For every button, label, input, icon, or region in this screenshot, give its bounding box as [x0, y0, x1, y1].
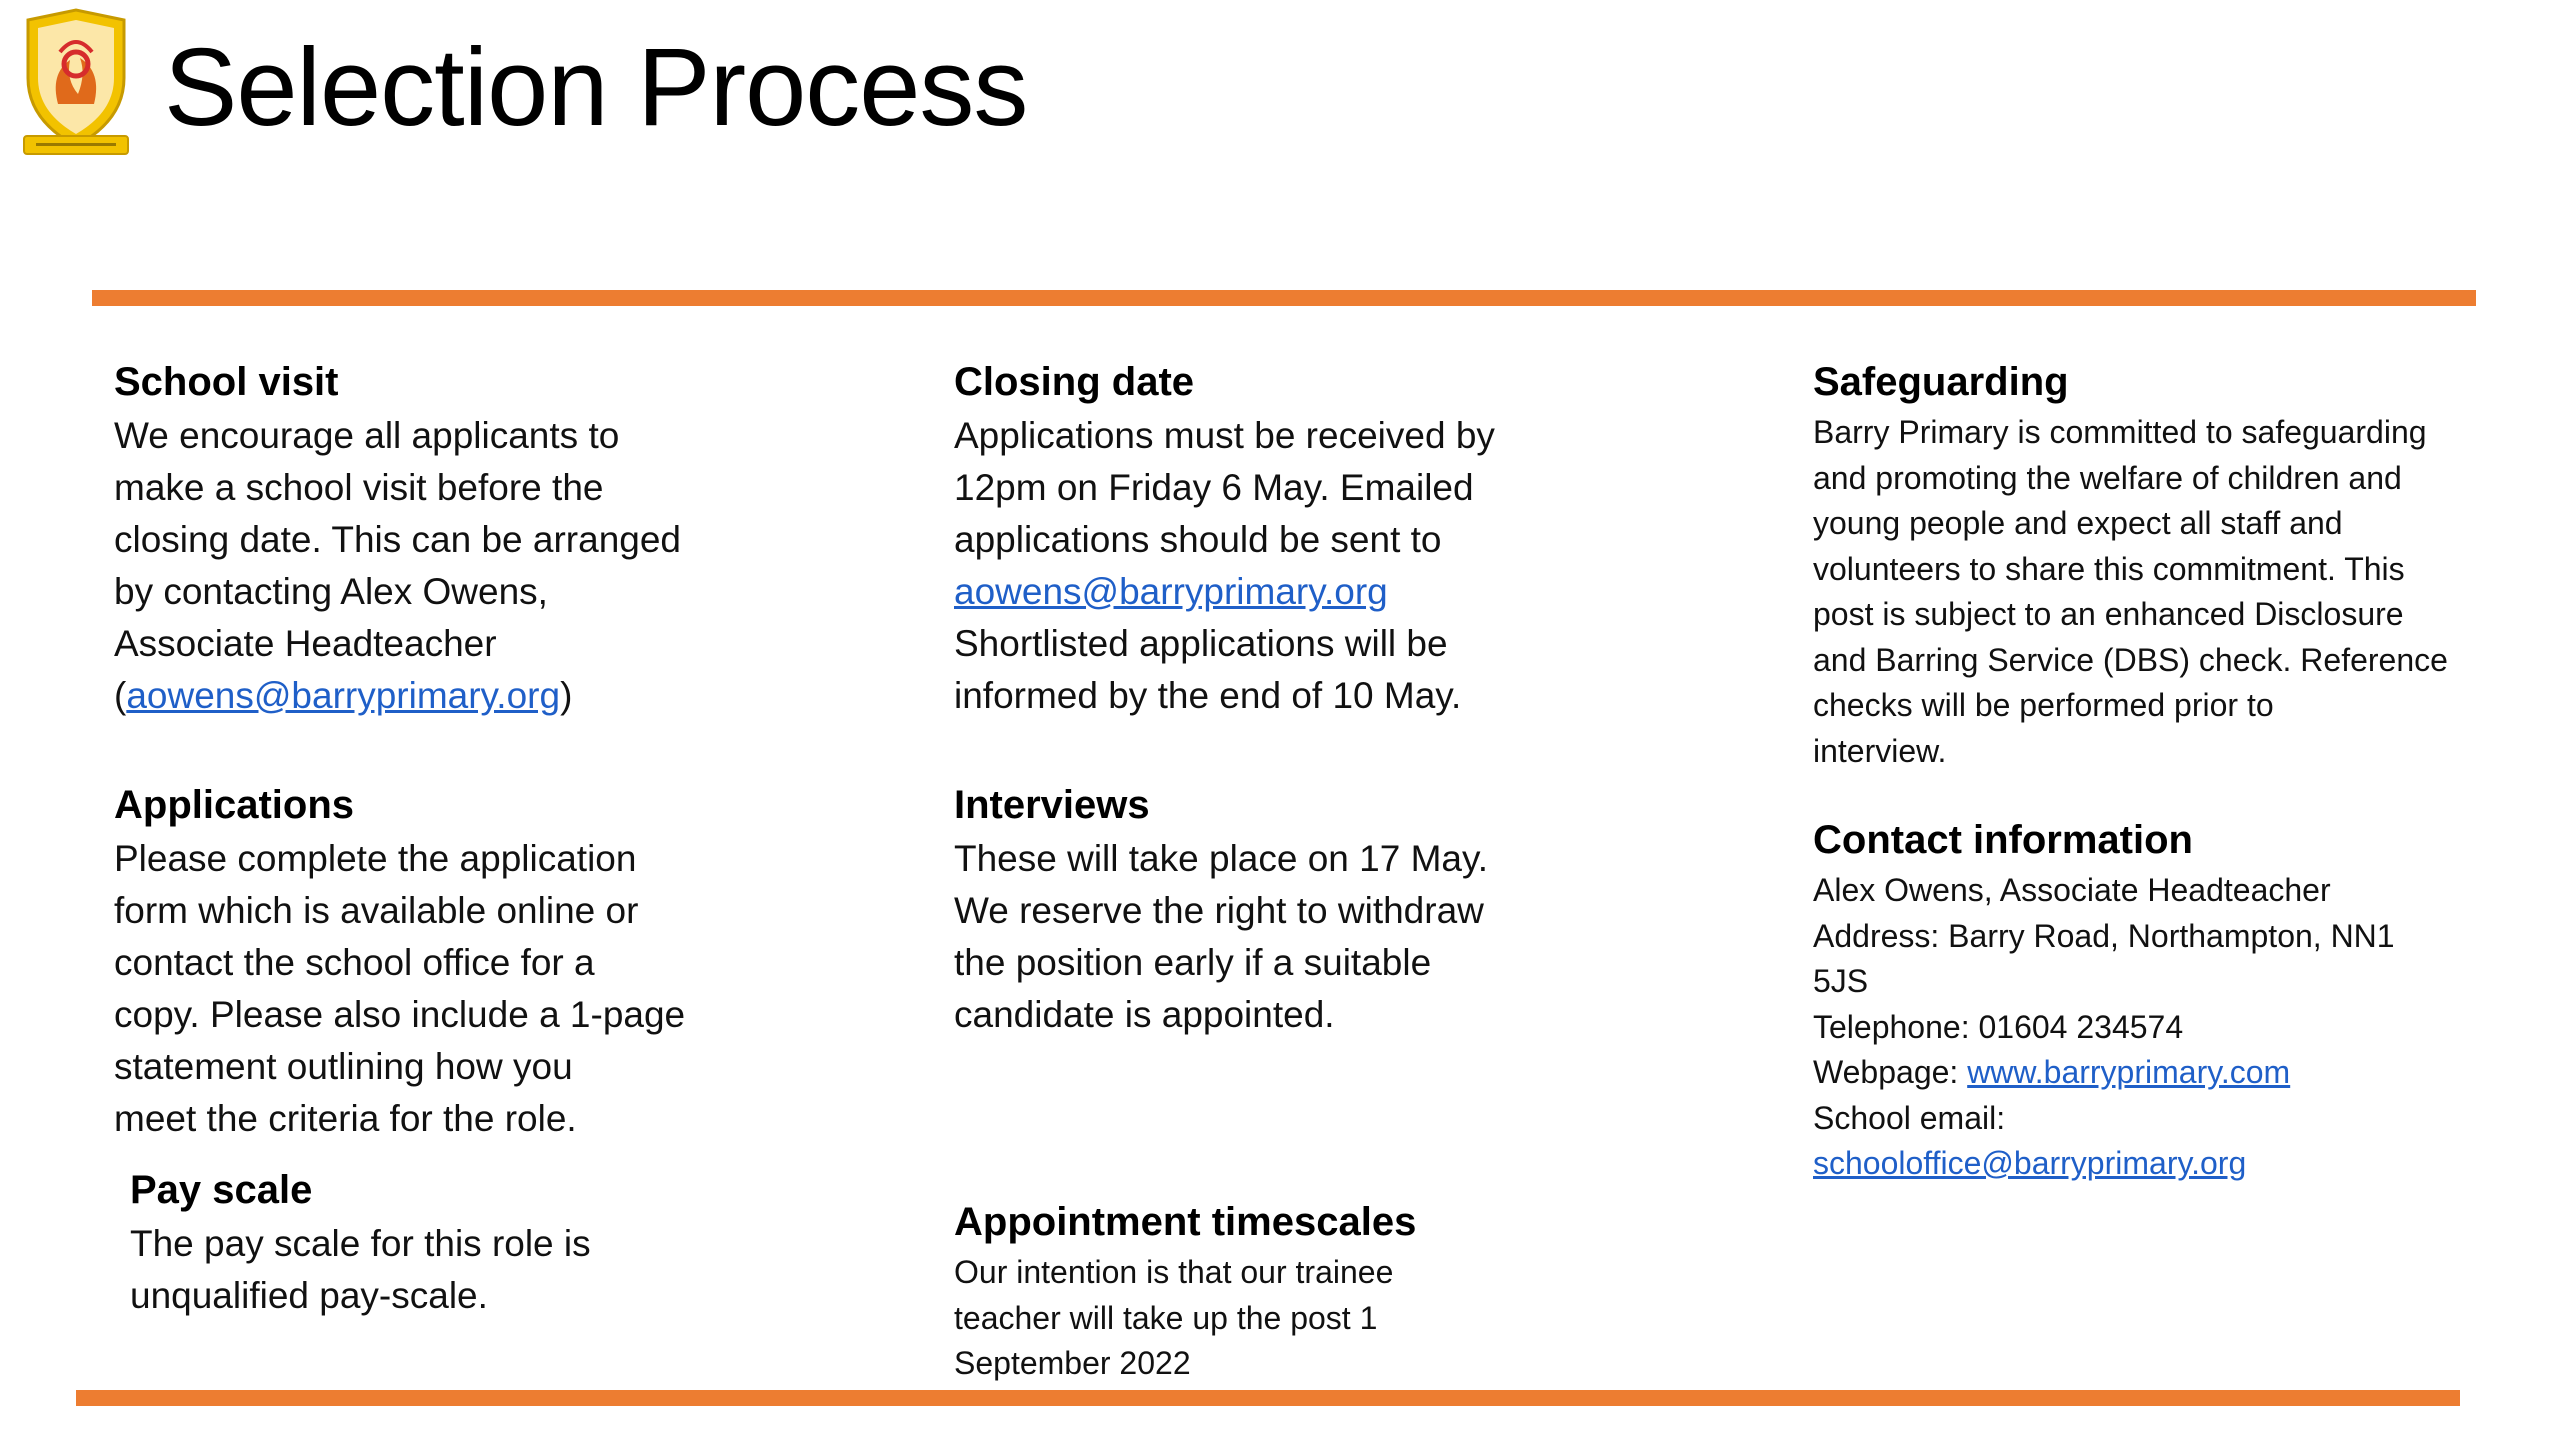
pay-scale-section — [130, 1162, 870, 1322]
appointment-timescales-text: Our intention is that our trainee teacher will take up the post 1 September 2022 — [954, 1254, 1394, 1381]
school-visit-text: We encourage all applicants to make a school visit before the closing date. This can be arranged by contacting Alex Owens, Associate Headteacher (aowens@barryprimary.org) — [114, 415, 682, 716]
appointment-timescales-heading: Appointment timescales — [954, 1200, 1417, 1244]
school-visit-section — [114, 354, 874, 722]
contact-telephone: Telephone: 01604 234574 — [1813, 1008, 2184, 1045]
contact-address: Address: Barry Road, Northampton, NN1 — [1813, 917, 2395, 954]
pay-scale-heading: Pay scale — [130, 1168, 313, 1212]
interviews-section — [954, 777, 1754, 1041]
interviews-text: These will take place on 17 May. We reserve the right to withdraw the position early if a suitable candidate is appointed. — [954, 838, 1489, 1035]
applications-heading: Applications — [114, 783, 355, 827]
page-title: Selection Process — [164, 26, 1028, 149]
school-visit-heading: School visit — [114, 360, 339, 404]
applications-section — [114, 777, 874, 1145]
contact-name: Alex Owens, Associate Headteacher — [1813, 872, 2331, 908]
applications-text: Please complete the application form which is available online or contact the school office for a copy. Please also include a 1-page statement outlining how you meet the criteria for the role. — [114, 838, 686, 1139]
closing-date-heading: Closing date — [954, 360, 1195, 404]
safeguarding-text: Barry Primary is committed to safeguarding and promoting the welfare of children and young people and expect all staff and volunteers to share this commitment. This post is subject to an enhanced Disclosure and Barring Service (DBS) check. Reference checks will be performed prior to interview. — [1813, 414, 2448, 769]
contact-heading: Contact information — [1813, 818, 2193, 862]
interviews-heading: Interviews — [954, 783, 1150, 827]
school-visit-email-link[interactable]: aowens@barryprimary.org — [126, 675, 561, 716]
school-crest-icon — [20, 8, 132, 160]
closing-date-email-link[interactable]: aowens@barryprimary.org — [954, 571, 1388, 612]
contact-section — [1813, 812, 2513, 1187]
safeguarding-heading: Safeguarding — [1813, 360, 2069, 404]
bottom-divider — [76, 1390, 2460, 1406]
pay-scale-text: The pay scale for this role is unqualified pay-scale. — [130, 1223, 591, 1316]
school-email-link[interactable]: schooloffice@barryprimary.org — [1813, 1145, 2247, 1181]
closing-date-text: Applications must be received by 12pm on Friday 6 May. Emailed applications should be sent to aowens@barryprimary.org Shortlisted applications will be informed by the end of 10 May. — [954, 415, 1495, 716]
top-divider — [92, 290, 2476, 306]
closing-date-section — [954, 354, 1754, 722]
contact-text: Alex Owens, Associate Headteacher Address: Barry Road, Northampton, NN1 5JS Telephone: 01604 234574 Webpage: www.barryprimary.com School email: schooloffice@barryprimary.org — [1813, 868, 2513, 1187]
webpage-link[interactable]: www.barryprimary.com — [1967, 1054, 2291, 1090]
safeguarding-section — [1813, 354, 2513, 774]
appointment-timescales-section — [954, 1194, 1754, 1387]
